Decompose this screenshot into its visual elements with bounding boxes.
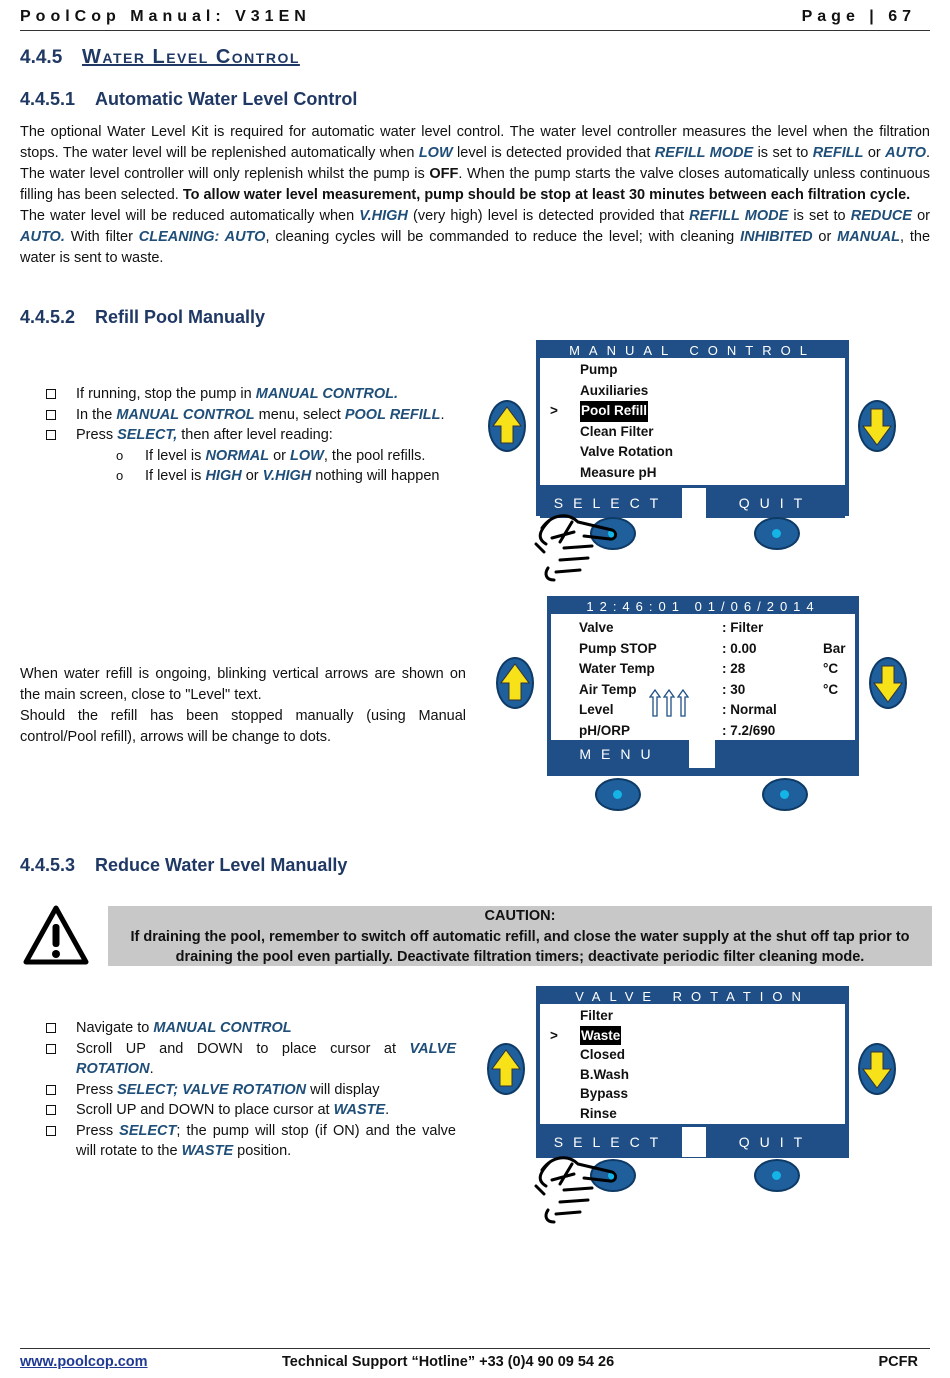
status-value: : 28 [722,661,746,677]
list-text: position. [233,1143,292,1159]
keyword-text: VALVE ROTATION [76,1040,456,1077]
keyword-text: SELECT; VALVE ROTATION [117,1081,307,1098]
paragraph-text: . The water level controller will only replenish whilst the pump is [20,145,931,182]
list-text: ; the pump will stop (if ON) and the valve will rotate to the [76,1122,456,1159]
keyword-text: SELECT, [117,427,178,443]
keyword-text: MANUAL CONTROL [116,406,255,423]
arrow-up-icon [487,1043,525,1095]
status-value: : 0.00 [722,640,757,656]
warning-icon [22,904,90,966]
lcd-menu-item[interactable] [540,463,845,484]
status-unit: Bar [823,640,846,656]
keyword-text: AUTO. [20,229,65,245]
right-hard-button[interactable] [762,778,808,811]
lcd-cursor: > [550,1027,558,1043]
paragraph-text: or [863,145,886,161]
keyword-text: V.HIGH [262,468,312,484]
list-text: Press [76,1081,118,1098]
paragraph-text: With filter [64,229,139,245]
refill-arrows-icon [649,688,689,718]
status-label: pH/ORP [579,722,631,738]
scroll-up-button[interactable] [496,657,534,709]
lcd-menu-item[interactable] [540,1006,845,1026]
scroll-down-button[interactable] [858,400,896,452]
keyword-text: HIGH [205,468,242,484]
list-text: . [440,406,445,423]
subsection-heading-refill [20,307,265,328]
scroll-down-button[interactable] [869,657,907,709]
status-value: : Normal [722,702,777,718]
lcd-screen [540,1004,845,1124]
lcd-menu-label: Measure pH [580,464,657,480]
list-item [20,384,456,405]
keyword-text: REFILL [812,145,864,161]
list-text: . [149,1061,154,1077]
lcd-screen [540,358,845,485]
pointing-hand-icon [530,1150,620,1230]
status-label: Pump STOP [579,640,657,656]
reduce-steps-list [20,1018,456,1162]
softkey-empty[interactable] [715,740,855,768]
lcd-menu-item[interactable] [540,1026,845,1046]
subsection-title: Automatic Water Level Control [95,89,358,109]
list-text: . [385,1102,390,1118]
sub-list-item [20,446,456,467]
page-footer [20,1348,930,1370]
lcd-menu-label: Auxiliaries [580,382,649,398]
lcd-menu-item[interactable] [540,1065,845,1085]
lcd-status-row [551,721,855,742]
arrow-up-icon [488,400,526,452]
pointing-hand-icon [530,508,620,588]
keyword-text: CLEANING: AUTO [138,229,266,245]
status-unit: °C [823,661,839,677]
lcd-menu-item[interactable] [540,360,845,381]
refill-note [20,664,466,748]
bullet-square-icon [46,430,56,440]
list-text: In the [76,406,117,423]
list-text: Press [76,427,118,443]
list-text: menu, select [254,406,345,423]
arrow-down-icon [869,657,907,709]
auto-paragraph-1 [20,122,930,206]
caution-box [108,906,932,966]
list-item [20,405,456,426]
caution-title: CAUTION: [484,908,556,924]
header-manual-title: PoolCop Manual: V31EN [20,8,311,25]
paragraph-text: , cleaning cycles will be commanded to reduce the level; with cleaning [265,229,741,245]
keyword-text: MANUAL [837,229,900,245]
lcd-status-row [551,659,855,680]
scroll-up-button[interactable] [487,1043,525,1095]
auto-paragraph [20,122,930,269]
keyword-text: WASTE [333,1102,386,1118]
lcd-menu-item[interactable] [540,1104,845,1124]
bullet-square-icon [46,389,56,399]
lcd-main-screen [547,596,859,776]
bullet-square-icon [46,1023,56,1033]
bold-text: To allow water level measurement, pump should be stop at least 30 minutes between each filtration cycle. [182,187,911,203]
list-text: Scroll UP and DOWN to place cursor at [76,1102,334,1118]
list-text: then after level reading: [177,427,333,443]
paragraph-text: or [812,229,838,245]
auto-paragraph-2 [20,206,930,269]
list-item [20,1100,456,1121]
support-hotline: Technical Support “Hotline” +33 (0)4 90 09 54 26 [282,1354,615,1370]
list-item [20,425,456,446]
page-header [20,8,930,31]
paragraph-text: The water level will be reduced automatically when [20,208,360,224]
paragraph-text: (very high) level is detected provided that [407,208,690,224]
lcd-menu-item[interactable] [540,381,845,402]
keyword-text: POOL REFILL [344,406,441,423]
scroll-up-button[interactable] [488,400,526,452]
status-value: : Filter [722,620,764,635]
lcd-softkeys [551,740,855,772]
refill-steps [20,384,456,487]
lcd-menu-label: Waste [580,1026,621,1046]
section-title: Water Level Control [82,46,300,68]
list-text: or [241,468,263,484]
bullet-square-icon [46,1085,56,1095]
keyword-text: MANUAL CONTROL [153,1020,292,1036]
softkey-quit[interactable]: QUIT [706,488,845,518]
status-value: : 7.2/690 [722,722,776,738]
footer-code: PCFR [878,1354,918,1370]
list-item [20,1121,456,1162]
arrow-down-icon [858,1043,896,1095]
softkey-select[interactable]: SELECT [540,488,682,518]
list-item [20,1039,456,1080]
section-number: 4.4.5 [20,47,63,68]
lcd-screen [551,614,855,740]
bold-text: OFF [429,166,459,182]
keyword-text: REFILL MODE [654,145,754,161]
lcd-menu-label: B.Wash [580,1066,630,1082]
list-item [20,1080,456,1101]
refill-steps-list [20,384,456,487]
subsection-heading-reduce [20,855,347,876]
reduce-steps [20,1018,456,1162]
bullet-circle-icon: o [116,447,124,463]
bullet-square-icon [46,1044,56,1054]
lcd-menu-item[interactable] [540,401,845,422]
keyword-text: AUTO [885,145,926,161]
keyword-text: NORMAL [205,447,270,464]
bullet-square-icon [46,410,56,420]
list-text: If running, stop the pump in [76,386,256,402]
softkey-menu[interactable]: MENU [551,740,689,768]
subsection-title: Refill Pool Manually [95,307,266,327]
paragraph-text: is set to [788,208,851,224]
arrow-up-icon [496,657,534,709]
quit-hard-button[interactable] [754,517,800,550]
status-value: : 30 [722,681,746,697]
list-text: Press [76,1122,120,1139]
paragraph-text: The optional Water Level Kit is required for automatic water level control. The water level controller measures the level when the filtration stops. The water level will be replenished automatically when [20,124,930,161]
lcd-status-row [551,680,855,701]
scroll-down-button[interactable] [858,1043,896,1095]
subsection-number: 4.4.5.3 [20,855,76,875]
list-text: or [269,447,291,464]
lcd-menu-label: Bypass [580,1086,629,1102]
keyword-text: LOW [290,447,324,464]
arrow-down-icon [858,400,896,452]
lcd-menu-label: Pool Refill [580,401,648,422]
lcd-status-row [551,700,855,721]
list-text: If level is [145,468,206,484]
keyword-text: REDUCE [850,208,912,224]
lcd-menu-label: Clean Filter [580,423,654,439]
status-label: Level [579,702,614,718]
keyword-text: INHIBITED [740,229,813,245]
lcd-menu-item[interactable] [540,1045,845,1065]
keyword-text: MANUAL CONTROL. [255,386,399,402]
subsection-number: 4.4.5.2 [20,307,76,327]
lcd-menu-label: Filter [580,1008,614,1023]
lcd-clock: 12:46:01 01/06/2014 [586,599,820,614]
lcd-menu-item[interactable] [540,1084,845,1104]
lcd-manual-control [536,340,849,516]
bullet-square-icon [46,1105,56,1115]
list-text: Navigate to [76,1020,154,1036]
keyword-text: SELECT [119,1122,177,1139]
paragraph-text: or [911,208,931,224]
status-label: Valve [579,620,614,635]
refill-note-1: When water refill is ongoing, blinking vertical arrows are shown on the main screen, close to "Level" text. [20,666,466,703]
lcd-valve-rotation [536,986,849,1158]
keyword-text: WASTE [181,1143,234,1159]
status-label: Air Temp [579,681,637,697]
softkey-select[interactable]: SELECT [540,1127,682,1157]
refill-note-2: Should the refill has been stopped manually (using Manual control/Pool refill), arrows will be change to dots. [20,708,466,745]
softkey-quit[interactable]: QUIT [706,1127,845,1157]
menu-hard-button[interactable] [595,778,641,811]
list-item [20,1018,456,1039]
list-text: nothing will happen [311,468,440,484]
lcd-menu-label: Valve Rotation [580,444,674,460]
paragraph-text: , the water is sent to waste. [20,229,931,266]
keyword-text: LOW [418,145,453,161]
quit-hard-button[interactable] [754,1159,800,1192]
sub-list-item [20,466,456,487]
keyword-text: V.HIGH [359,208,408,224]
bullet-circle-icon: o [116,468,124,483]
caution-text: If draining the pool, remember to switch off automatic refill, and close the water supply at the shut off tap prior to draining the pool even partially. Deactivate filtration timers; deactivate periodic filter cleaning mode. [130,928,910,965]
lcd-title: MANUAL CONTROL [569,343,816,358]
list-text: If level is [145,447,206,464]
website-link[interactable]: www.poolcop.com [20,1354,148,1370]
lcd-status-row [551,618,855,639]
subsection-number: 4.4.5.1 [20,89,76,109]
lcd-cursor: > [550,403,558,419]
subsection-title: Reduce Water Level Manually [95,855,348,875]
paragraph-text: is set to [753,145,813,161]
lcd-status-row [551,639,855,660]
section-heading [20,46,300,69]
status-label: Water Temp [579,661,655,677]
lcd-menu-label: Pump [580,362,618,377]
lcd-menu-item[interactable] [540,422,845,443]
subsection-heading-auto [20,89,357,110]
paragraph-text: . When the pump starts the valve closes automatically unless continuous filling has been selected. [20,166,930,203]
list-text: Scroll UP and DOWN to place cursor at [76,1040,410,1057]
lcd-menu-item[interactable] [540,442,845,463]
paragraph-text: level is detected provided that [452,145,655,161]
lcd-menu-label: Closed [580,1047,626,1063]
list-text: , the pool refills. [323,447,426,464]
bullet-square-icon [46,1126,56,1136]
status-unit: °C [823,681,839,697]
header-page-number: Page | 67 [801,8,916,25]
keyword-text: REFILL MODE [689,208,789,224]
lcd-menu-label: Rinse [580,1105,617,1121]
list-text: will display [306,1081,380,1098]
lcd-title: VALVE ROTATION [575,989,810,1004]
